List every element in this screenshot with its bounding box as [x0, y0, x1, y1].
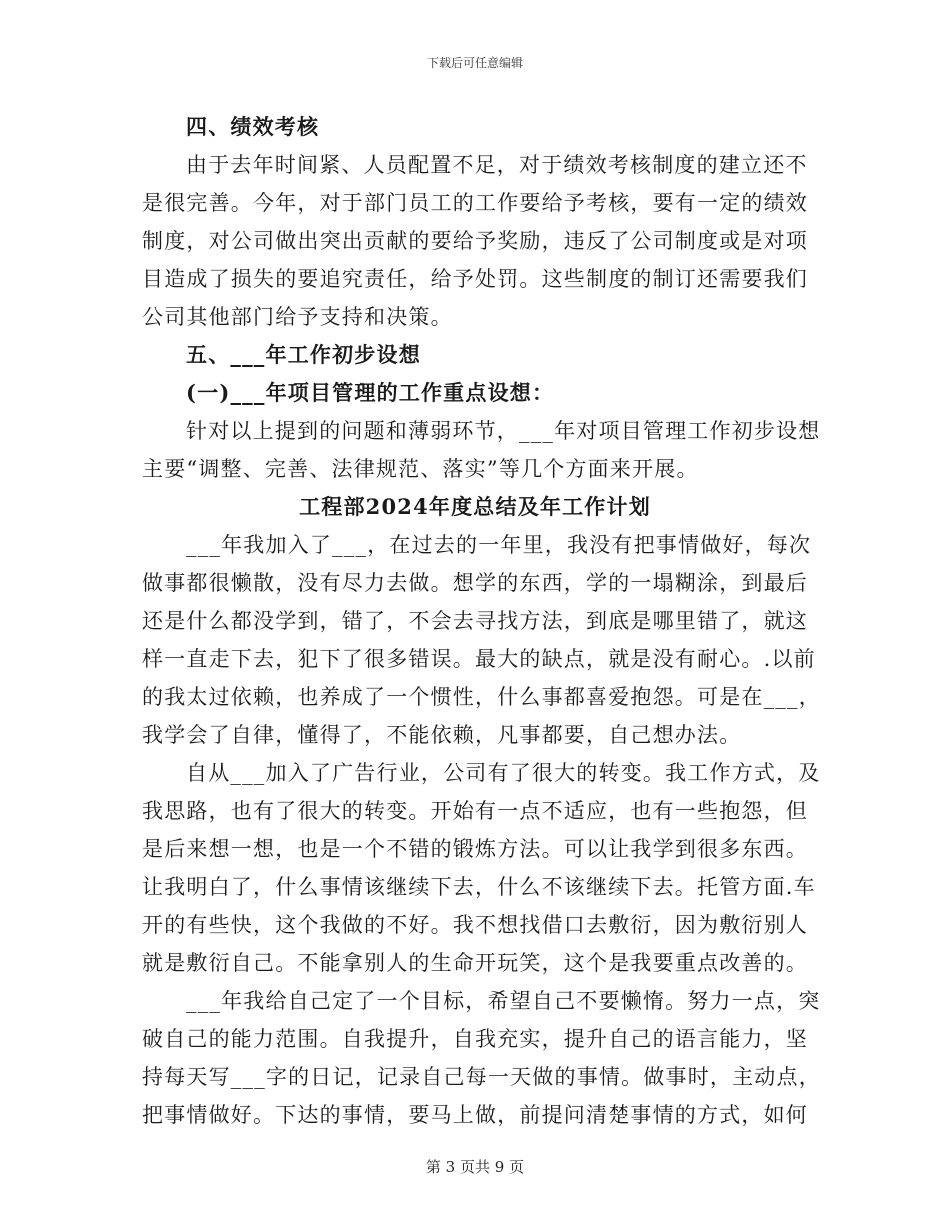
paragraph-line: 样一直走下去，犯下了很多错误。最大的缺点，就是没有耐心。.以前: [142, 647, 816, 671]
paragraph-line: 制度，对公司做出突出贡献的要给予奖励，违反了公司制度或是对项: [142, 229, 808, 253]
paragraph-line: 我学会了自律，懂得了，不能依赖，凡事都要，自己想办法。: [142, 723, 742, 747]
paragraph-line: 破自己的能力范围。自我提升，自我充实，提升自己的语言能力，坚: [142, 1027, 808, 1051]
section-heading: (一)___年项目管理的工作重点设想：: [186, 380, 555, 405]
paragraph-line: 是很完善。今年，对于部门员工的工作要给予考核，要有一定的绩效: [142, 191, 808, 215]
page-header-note: 下载后可任意编辑: [426, 56, 523, 70]
paragraph-line: 主要“调整、完善、法律规范、落实”等几个方面来开展。: [142, 457, 699, 481]
paragraph-line: 持每天写___字的日记，记录自己每一天做的事情。做事时，主动点，: [142, 1065, 821, 1089]
page-footer-number: 第 3 页共 9 页: [425, 1158, 525, 1176]
paragraph-line: 把事情做好。下达的事情，要马上做，前提问清楚事情的方式，如何: [142, 1103, 808, 1127]
paragraph-line: 的我太过依赖，也养成了一个惯性，什么事都喜爱抱怨。可是在___，: [142, 685, 821, 709]
section-heading: 四、绩效考核: [186, 114, 320, 139]
document-body: [142, 108, 821, 1134]
paragraph-line: ___年我加入了___，在过去的一年里，我没有把事情做好，每次: [186, 533, 812, 557]
paragraph-line: 还是什么都没学到，错了，不会去寻找方法，到底是哪里错了，就这: [142, 609, 808, 633]
paragraph-line: 做事都很懒散，没有尽力去做。想学的东西，学的一塌糊涂，到最后: [142, 571, 808, 595]
paragraph-line: 自从___加入了广告行业，公司有了很大的转变。我工作方式，及: [186, 761, 821, 785]
paragraph-line: 目造成了损失的要追究责任，给予处罚。这些制度的制订还需要我们: [142, 267, 808, 291]
paragraph-line: 我思路，也有了很大的转变。开始有一点不适应，也有一些抱怨，但: [142, 799, 808, 823]
section-heading: 五、___年工作初步设想: [186, 342, 421, 367]
paragraph-line: 由于去年时间紧、人员配置不足，对于绩效考核制度的建立还不: [186, 153, 808, 177]
paragraph-line: 开的有些快，这个我做的不好。我不想找借口去敷衍，因为敷衍别人: [142, 913, 808, 937]
paragraph-line: 是后来想一想，也是一个不错的锻炼方法。可以让我学到很多东西。: [142, 837, 808, 861]
paragraph-line: 公司其他部门给予支持和决策。: [142, 305, 453, 329]
paragraph-line: ___年我给自己定了一个目标，希望自己不要懒惰。努力一点，突: [186, 989, 821, 1013]
paragraph-line: 让我明白了，什么事情该继续下去，什么不该继续下去。托管方面.车: [142, 875, 816, 899]
section-heading: 工程部2024年度总结及年工作计划: [299, 494, 651, 519]
paragraph-line: 就是敷衍自己。不能拿别人的生命开玩笑，这个是我要重点改善的。: [142, 951, 808, 975]
paragraph-line: 针对以上提到的问题和薄弱环节，___年对项目管理工作初步设想: [186, 419, 821, 443]
